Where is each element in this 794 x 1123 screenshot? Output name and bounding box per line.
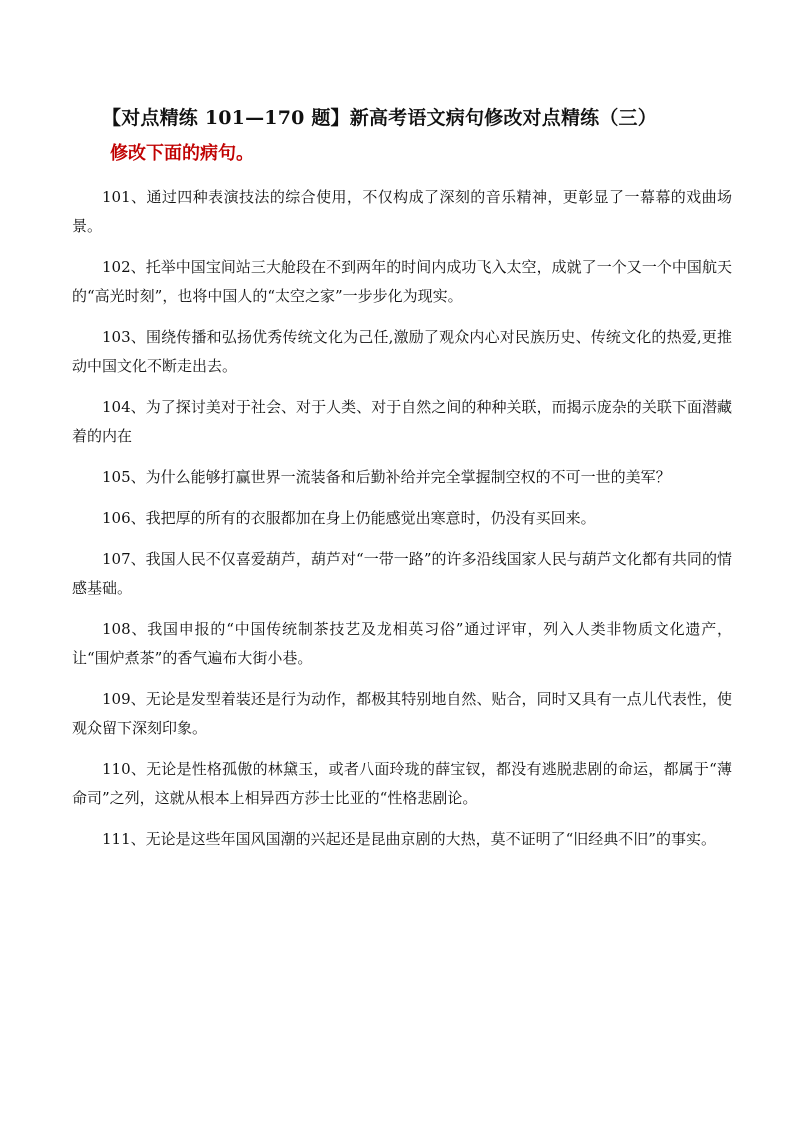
instruction-text: 修改下面的病句。 bbox=[110, 143, 254, 164]
question-item: 107、我国人民不仅喜爱葫芦，葫芦对“一带一路”的许多沿线国家人民与葫芦文化都有共同的情感基础。 bbox=[72, 550, 732, 597]
question-item: 102、托举中国宝间站三大舱段在不到两年的时间内成功飞入太空，成就了一个又一个中国航天的“高光时刻”，也将中国人的“太空之家”一步步化为现实。 bbox=[72, 258, 732, 305]
page-title: 【对点精练 101—170 题】新高考语文病句修改对点精练（三） bbox=[102, 107, 657, 129]
question-item: 111、无论是这些年国风国潮的兴起还是昆曲京剧的大热，莫不证明了“旧经典不旧”的事实。 bbox=[102, 830, 716, 848]
question-list bbox=[72, 183, 732, 866]
question-item: 101、通过四种表演技法的综合使用，不仅构成了深刻的音乐精神，更彰显了一幕幕的戏曲场景。 bbox=[72, 188, 732, 235]
question-item: 105、为什么能够打赢世界一流装备和后勤补给并完全掌握制空权的不可一世的美军？ bbox=[102, 468, 671, 486]
question-item: 109、无论是发型着装还是行为动作，都极其特别地自然、贴合，同时又具有一点儿代表性，使观众留下深刻印象。 bbox=[72, 690, 732, 737]
question-item: 103、围绕传播和弘扬优秀传统文化为己任,激励了观众内心对民族历史、传统文化的热爱,更推动中国文化不断走出去。 bbox=[72, 328, 732, 375]
question-item: 108、我国申报的“中国传统制茶技艺及龙相英习俗”通过评审，列入人类非物质文化遗产，让“围炉煮茶”的香气遍布大街小巷。 bbox=[72, 620, 732, 667]
question-item: 106、我把厚的所有的衣服都加在身上仍能感觉出寒意时，仍没有买回来。 bbox=[102, 509, 596, 527]
question-item: 104、为了探讨美对于社会、对于人类、对于自然之间的种种关联，而揭示庞杂的关联下面潜藏着的内在 bbox=[72, 398, 732, 445]
question-item: 110、无论是性格孤傲的林黛玉，或者八面玲珑的薛宝钗，都没有逃脱悲剧的命运，都属于“薄命司”之列，这就从根本上相异西方莎士比亚的“性格悲剧论。 bbox=[72, 760, 732, 807]
